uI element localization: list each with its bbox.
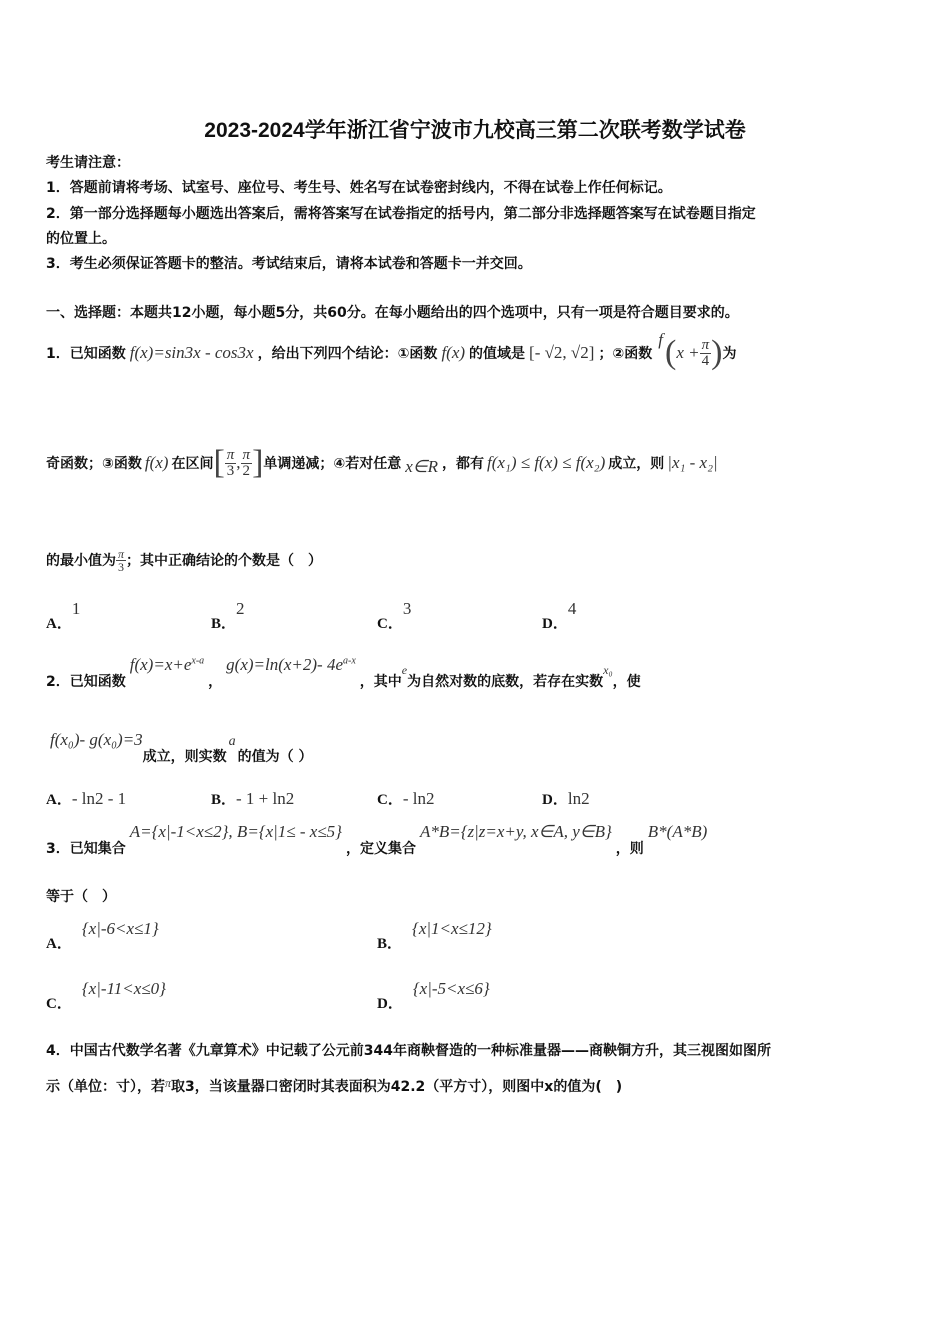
question-1-line-3: 的最小值为 $\frac{\pi}{3}$ ；其中正确结论的个数是（ ） xyxy=(46,546,323,574)
option-c[interactable]: C．3 xyxy=(377,599,412,632)
question-3-options xyxy=(46,918,846,1018)
question-1-options xyxy=(46,598,846,632)
math-expression: A={x|-1<x≤2}, B={x|1≤ - x≤5} xyxy=(129,822,342,841)
right-paren: ) xyxy=(711,334,723,371)
option-d[interactable]: D．ln2 xyxy=(542,789,590,808)
option-b[interactable]: B．2 xyxy=(211,599,245,632)
math-expression: [- √2, √2] xyxy=(529,343,595,362)
notice-item-2-cont: 的位置上。 xyxy=(46,231,116,247)
right-bracket: ] xyxy=(252,444,264,481)
math-expression: f(x) xyxy=(441,343,466,362)
option-a[interactable]: A．1 xyxy=(46,599,81,632)
notice-item-2: 2．第一部分选择题每小题选出答案后，需将答案写在试卷指定的括号内，第二部分非选择题答案写在试卷题目指定 xyxy=(46,206,756,222)
question-4-line-2: 示（单位：寸），若 π 取3，当该量器口密闭时其表面积为42.2（平方寸），则图中x的值为( ) xyxy=(46,1076,623,1095)
question-2-line-1: 2． 已知函数 $f(x)=x+e^{x-a}$ ， g(x)=ln(x+2)- $4e^{a-x}$ ，其中 e 为自然对数的底数，若存在实数 x₀ ，使 xyxy=(46,655,641,690)
question-3-line-1: 3． 已知集合 A={x|-1<x≤2}, B={x|1≤ - x≤5} ，定义集合 A*B={z|z=x+y, x∈A, y∈B} ，则 B*(A*B) xyxy=(46,822,708,857)
option-a[interactable]: A．{x|-6<x≤1} xyxy=(46,919,159,952)
option-c[interactable]: C．{x|-11<x≤0} xyxy=(46,979,166,1012)
question-2-options xyxy=(46,788,846,812)
math-expression: f(x)=sin3x - cos3x xyxy=(129,343,254,362)
math-expression: $f(x)=x+e^{x-a}$ xyxy=(129,655,205,674)
fraction: $\frac{\pi}{2}$ xyxy=(242,446,251,479)
fraction: $\frac{\pi}{4}$ xyxy=(701,336,710,369)
question-4-line-1: 4．中国古代数学名著《九章算术》中记载了公元前344年商鞅督造的一种标准量器——商鞅铜方升，其三视图如图所 xyxy=(46,1043,771,1059)
section-heading: 一、选择题：本题共12小题，每小题5分，共60分。在每小题给出的四个选项中，只有一项是符合题目要求的。 xyxy=(46,305,739,321)
question-number: 1． xyxy=(46,346,70,362)
page-title: 2023-2024学年浙江省宁波市九校高三第二次联考数学试卷 xyxy=(204,119,746,142)
left-bracket: [ xyxy=(213,444,225,481)
option-a[interactable]: A．- ln2 - 1 xyxy=(46,789,127,808)
math-expression: f(x₀)- g(x₀)=3 xyxy=(50,730,143,749)
question-3-line-2: 等于（ ） xyxy=(46,889,116,905)
math-expression: g(x)=ln(x+2)- $4e^{a-x}$ xyxy=(226,655,356,674)
question-2-line-2: f(x₀)- g(x₀)=3 成立，则实数 a 的值为（ ） xyxy=(50,730,313,765)
question-1-line-1: 1． 已知函数 f(x)=sin3x - cos3x ，给出下列四个结论：①函数 f(x) 的值域是 [- √2, √2] ；②函数 f ( x + $\frac{\pi}{4}$ ) 为 xyxy=(46,330,737,371)
question-1-line-2: 奇函数；③函数 f(x) 在区间 [ $\frac{\pi}{3}$ , $\frac{\pi}{2}$ ] 单调递减；④若对任意 x∈R ，都有 f(x₁) ≤ f(x) ≤ f(x₂) 成立，则 |x₁ - x₂| xyxy=(46,444,718,481)
notice-heading: 考生请注意： xyxy=(46,155,130,171)
option-c[interactable]: C．- ln2 xyxy=(377,789,435,808)
option-b[interactable]: B．- 1 + ln2 xyxy=(211,789,295,808)
notice-item-3: 3．考生必须保证答题卡的整洁。考试结束后，请将本试卷和答题卡一并交回。 xyxy=(46,256,532,272)
fraction: $\frac{\pi}{3}$ xyxy=(226,446,235,479)
math-expression: B*(A*B) xyxy=(647,822,708,841)
notice-item-1: 1．答题前请将考场、试室号、座位号、考生号、姓名写在试卷密封线内，不得在试卷上作任何标记。 xyxy=(46,180,672,196)
option-b[interactable]: B．{x|1<x≤12} xyxy=(377,919,492,952)
math-expression: A*B={z|z=x+y, x∈A, y∈B} xyxy=(419,822,612,841)
fraction: $\frac{\pi}{3}$ xyxy=(118,546,125,574)
left-paren: ( xyxy=(665,334,677,371)
option-d[interactable]: D．{x|-5<x≤6} xyxy=(377,979,490,1012)
option-d[interactable]: D．4 xyxy=(542,599,577,632)
